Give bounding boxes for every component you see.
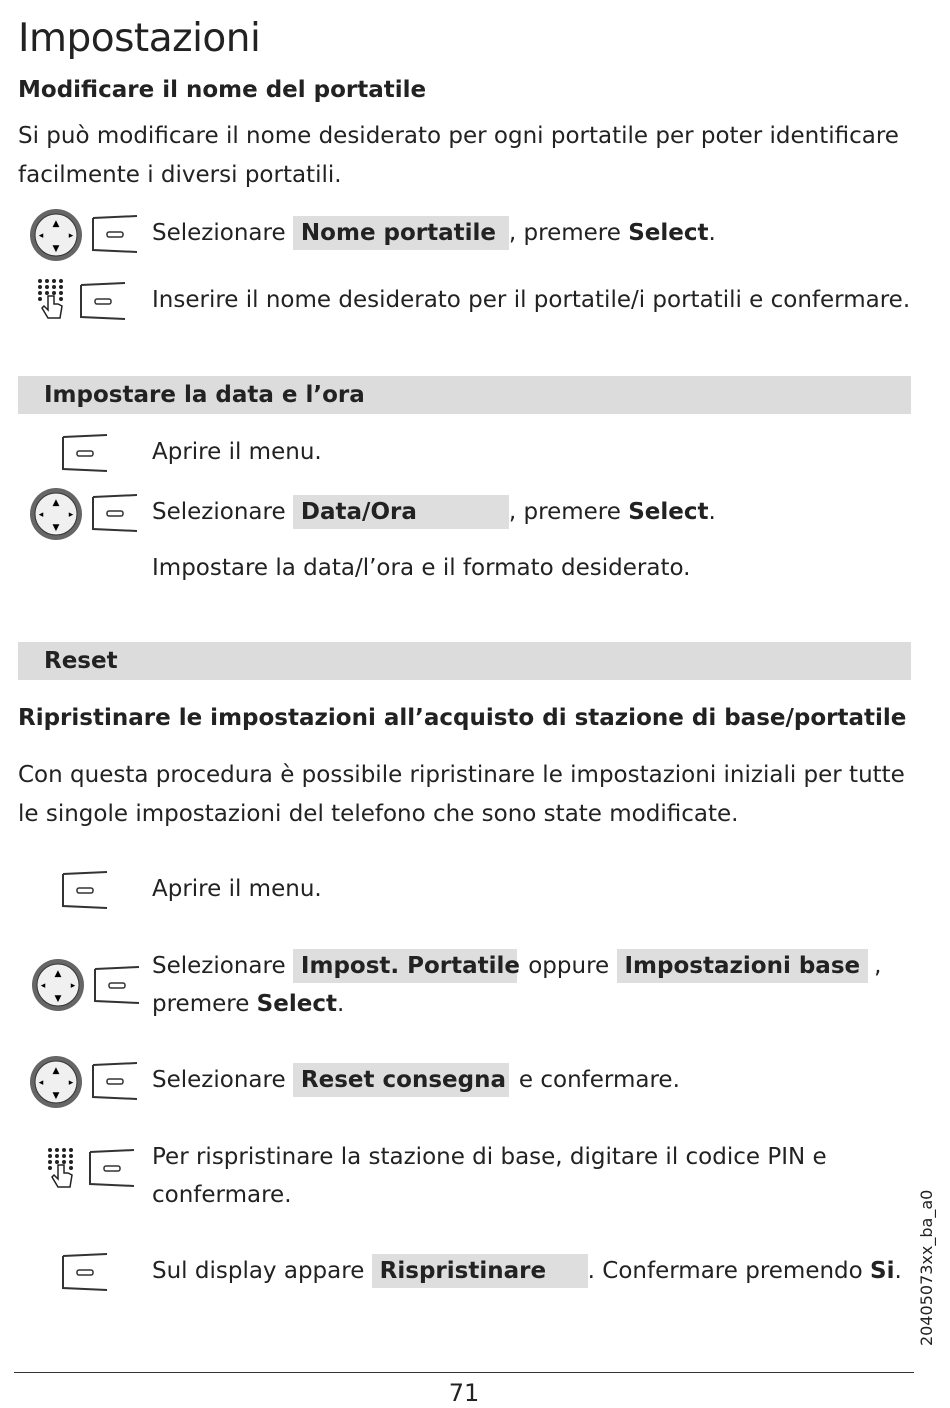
navigation-key-icon	[28, 1054, 84, 1110]
softkey-icon	[59, 1252, 111, 1292]
svg-text:◂: ◂	[38, 510, 44, 520]
menu-item-chip: Rispristinare	[372, 1254, 588, 1288]
step-text: ,	[874, 953, 882, 979]
step-text: Selezionare	[152, 1067, 293, 1093]
softkey-icon	[59, 433, 111, 473]
softkey-icon	[89, 493, 141, 533]
step-text: .	[894, 1258, 902, 1284]
intro-paragraph-rename	[18, 117, 918, 195]
section-header-date-time	[18, 376, 911, 414]
step-text: e confermare.	[518, 1067, 680, 1093]
softkey-icon	[86, 1148, 138, 1188]
intro-paragraph-reset	[18, 756, 918, 834]
svg-text:◂: ◂	[38, 231, 44, 241]
step-text: , premere	[508, 220, 629, 246]
step-select-settings	[152, 947, 881, 1023]
step-text: .	[708, 220, 716, 246]
intro-line: le singole impostazioni del telefono che sono state modificate.	[18, 801, 739, 827]
step-select-reset	[152, 1061, 680, 1099]
keypad-icon	[34, 276, 68, 324]
softkey-icon	[59, 870, 111, 910]
svg-text:▼: ▼	[52, 523, 60, 533]
step-text: Selezionare	[152, 220, 293, 246]
menu-item-chip: Reset consegna	[293, 1063, 509, 1097]
step-text: , premere	[508, 499, 629, 525]
step-text: confermare.	[152, 1182, 292, 1208]
step-open-menu: Aprire il menu.	[152, 439, 322, 465]
softkey-icon	[91, 965, 143, 1005]
keypad-icon	[44, 1145, 78, 1193]
svg-text:▲: ▲	[52, 1066, 60, 1076]
softkey-icon	[77, 281, 129, 321]
step-text: Selezionare	[152, 499, 293, 525]
step-text: Selezionare	[152, 953, 293, 979]
svg-text:▲: ▲	[52, 498, 60, 508]
step-enter-name: Inserire il nome desiderato per il portatile/i portatili e confermare.	[152, 287, 911, 313]
intro-line: facilmente i diversi portatili.	[18, 162, 342, 188]
softkey-icon	[89, 214, 141, 254]
menu-item-chip: Data/Ora	[293, 495, 509, 529]
step-enter-pin	[152, 1138, 827, 1214]
svg-text:▸: ▸	[70, 981, 76, 991]
navigation-key-icon	[28, 486, 84, 542]
select-key-label: Select	[628, 220, 709, 246]
menu-item-chip: Nome portatile	[293, 216, 509, 250]
intro-line: Si può modificare il nome desiderato per ogni portatile per poter identificare	[18, 123, 899, 149]
step-open-menu: Aprire il menu.	[152, 876, 322, 902]
select-key-label: Select	[256, 991, 337, 1017]
svg-text:▸: ▸	[68, 231, 74, 241]
svg-text:◂: ◂	[40, 981, 46, 991]
confirm-key-label: Si	[870, 1258, 895, 1284]
menu-item-chip: Impost. Portatile	[293, 949, 517, 983]
section-title: Reset	[44, 648, 118, 674]
navigation-key-icon	[30, 957, 86, 1013]
svg-text:▼: ▼	[54, 994, 62, 1004]
document-code: 20405073xx_ba_a0	[917, 1189, 936, 1346]
page-title: Impostazioni	[18, 16, 261, 61]
step-set-date-time: Impostare la data/l’ora e il formato desiderato.	[152, 555, 691, 581]
page-number: 71	[448, 1379, 480, 1407]
section-header-reset	[18, 642, 911, 680]
step-select-date-time	[152, 493, 716, 531]
step-text: Per rispristinare la stazione di base, digitare il codice PIN e	[152, 1144, 827, 1170]
section-title: Impostare la data e l’ora	[44, 382, 365, 408]
select-key-label: Select	[628, 499, 709, 525]
step-text: premere	[152, 991, 257, 1017]
svg-text:▸: ▸	[68, 510, 74, 520]
footer-divider	[14, 1372, 914, 1373]
step-text: oppure	[528, 953, 617, 979]
subheading-reset: Ripristinare le impostazioni all’acquisto di stazione di base/portatile	[18, 705, 907, 731]
step-select-handset-name	[152, 214, 716, 252]
intro-line: Con questa procedura è possibile ripristinare le impostazioni iniziali per tutte	[18, 762, 905, 788]
softkey-icon	[89, 1061, 141, 1101]
menu-item-chip: Impostazioni base	[617, 949, 869, 983]
step-text: .	[336, 991, 345, 1017]
step-text: Sul display appare	[152, 1258, 372, 1284]
navigation-key-icon	[28, 207, 84, 263]
svg-text:▲: ▲	[54, 969, 62, 979]
svg-text:◂: ◂	[38, 1078, 44, 1088]
svg-text:▼: ▼	[52, 1091, 60, 1101]
svg-text:▼: ▼	[52, 244, 60, 254]
svg-text:▸: ▸	[68, 1078, 74, 1088]
svg-text:▲: ▲	[52, 219, 60, 229]
step-text: . Confermare premendo	[587, 1258, 871, 1284]
subheading-rename-handset: Modificare il nome del portatile	[18, 77, 427, 103]
step-confirm-reset	[152, 1252, 902, 1290]
step-text: .	[708, 499, 716, 525]
